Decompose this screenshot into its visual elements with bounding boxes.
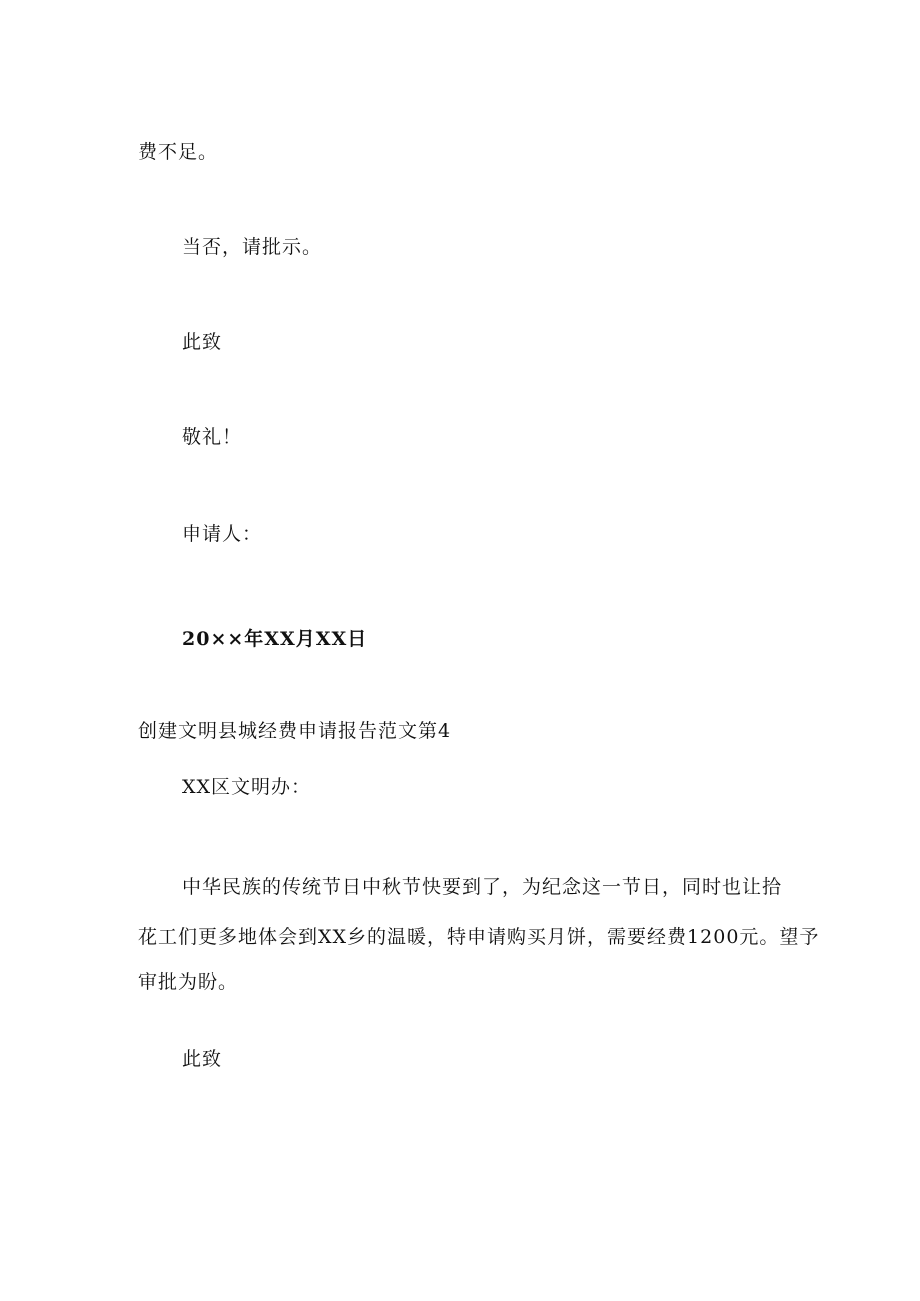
closing-salutation: 此致: [182, 1048, 223, 1070]
paragraph-line: 当否，请批示。: [182, 236, 323, 258]
addressee: XX区文明办：: [182, 776, 312, 798]
body-line: 审批为盼。: [138, 971, 239, 993]
closing-salutation: 此致: [182, 331, 223, 353]
applicant-label: 申请人：: [182, 523, 263, 545]
closing-regards: 敬礼！: [182, 426, 243, 448]
section-title: 创建文明县城经费申请报告范文第4: [138, 720, 452, 742]
body-line: 中华民族的传统节日中秋节快要到了，为纪念这一节日，同时也让拾: [182, 876, 783, 898]
body-line: 花工们更多地体会到XX乡的温暖，特申请购买月饼，需要经费1200元。望予: [138, 926, 820, 948]
date-line: 20××年XX月XX日: [182, 628, 368, 650]
paragraph-line: 费不足。: [138, 141, 219, 163]
